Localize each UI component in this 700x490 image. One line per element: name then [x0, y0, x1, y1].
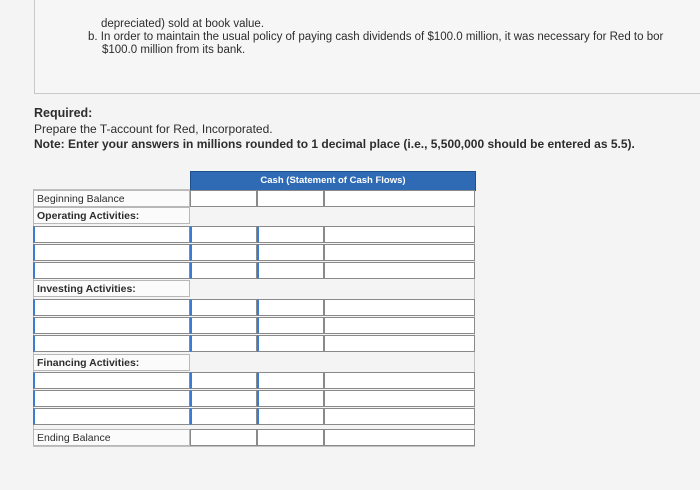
operating-debit-input[interactable]	[190, 226, 257, 243]
beginning-balance-label: Beginning Balance	[33, 190, 190, 207]
operating-activities-label: Operating Activities:	[33, 207, 190, 224]
financing-entry-row	[33, 390, 475, 407]
financing-amount-input[interactable]	[324, 390, 475, 407]
operating-debit-input[interactable]	[190, 262, 257, 279]
investing-credit-input[interactable]	[257, 299, 324, 316]
ending-balance-label: Ending Balance	[33, 429, 190, 446]
financing-description-input[interactable]	[33, 390, 190, 407]
required-title: Required:	[34, 106, 93, 120]
operating-amount-input[interactable]	[324, 262, 475, 279]
beginning-balance-row	[33, 190, 475, 207]
investing-entry-row	[33, 299, 475, 316]
ending-credit-input[interactable]	[257, 429, 324, 446]
beginning-credit-input[interactable]	[257, 190, 324, 207]
operating-description-input[interactable]	[33, 244, 190, 261]
operating-credit-input[interactable]	[257, 262, 324, 279]
operating-entry-row	[33, 262, 475, 279]
financing-debit-input[interactable]	[190, 408, 257, 425]
investing-credit-input[interactable]	[257, 335, 324, 352]
investing-credit-input[interactable]	[257, 317, 324, 334]
ending-amount-input[interactable]	[324, 429, 475, 446]
beginning-debit-input[interactable]	[190, 190, 257, 207]
financing-description-input[interactable]	[33, 408, 190, 425]
financing-debit-input[interactable]	[190, 390, 257, 407]
investing-entry-row	[33, 335, 475, 352]
financing-credit-input[interactable]	[257, 372, 324, 389]
investing-debit-input[interactable]	[190, 317, 257, 334]
operating-entry-row	[33, 226, 475, 243]
financing-entry-row	[33, 408, 475, 425]
financing-amount-input[interactable]	[324, 372, 475, 389]
investing-description-input[interactable]	[33, 335, 190, 352]
problem-line-3: $100.0 million from its bank.	[102, 44, 246, 56]
operating-credit-input[interactable]	[257, 244, 324, 261]
financing-description-input[interactable]	[33, 372, 190, 389]
investing-activities-label: Investing Activities:	[33, 280, 190, 297]
problem-line-1: depreciated) sold at book value.	[101, 18, 265, 30]
operating-entry-row	[33, 244, 475, 261]
investing-header-row	[33, 280, 475, 297]
investing-description-input[interactable]	[33, 317, 190, 334]
investing-description-input[interactable]	[33, 299, 190, 316]
investing-amount-input[interactable]	[324, 299, 475, 316]
operating-description-input[interactable]	[33, 226, 190, 243]
financing-header-row	[33, 354, 475, 371]
financing-activities-label: Financing Activities:	[33, 354, 190, 371]
operating-debit-input[interactable]	[190, 244, 257, 261]
ending-debit-input[interactable]	[190, 429, 257, 446]
operating-amount-input[interactable]	[324, 226, 475, 243]
investing-amount-input[interactable]	[324, 317, 475, 334]
financing-debit-input[interactable]	[190, 372, 257, 389]
beginning-amount-input[interactable]	[324, 190, 475, 207]
investing-entry-row	[33, 317, 475, 334]
investing-debit-input[interactable]	[190, 299, 257, 316]
financing-credit-input[interactable]	[257, 390, 324, 407]
operating-amount-input[interactable]	[324, 244, 475, 261]
operating-credit-input[interactable]	[257, 226, 324, 243]
ending-balance-row	[33, 429, 475, 446]
rounding-note: Note: Enter your answers in millions rounded to 1 decimal place (i.e., 5,500,000 should be entered as 5.5).	[34, 137, 635, 151]
operating-header-row	[33, 207, 475, 224]
t-account-header: Cash (Statement of Cash Flows)	[190, 171, 476, 191]
problem-line-2: b. In order to maintain the usual policy of paying cash dividends of $100.0 million, it was necessary for Red to bor	[88, 31, 664, 43]
financing-credit-input[interactable]	[257, 408, 324, 425]
required-text: Prepare the T-account for Red, Incorporated.	[34, 122, 273, 136]
financing-amount-input[interactable]	[324, 408, 475, 425]
operating-description-input[interactable]	[33, 262, 190, 279]
financing-entry-row	[33, 372, 475, 389]
investing-debit-input[interactable]	[190, 335, 257, 352]
investing-amount-input[interactable]	[324, 335, 475, 352]
